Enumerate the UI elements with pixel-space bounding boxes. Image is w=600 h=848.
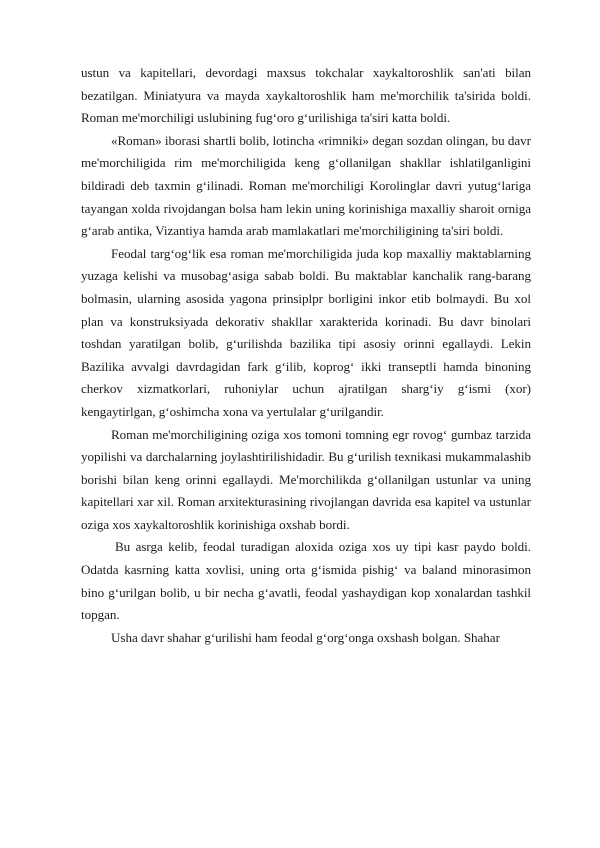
paragraph-1: ustun va kapitellari, devordagi maxsus tokchalar xaykaltoroshlik san'ati bilan bezatilgan. Miniatyura va mayda xaykaltoroshlik ham me'morchilik ta'sirida boldi. Roman me'morchiligi uslubining fug‘oro g‘urilishiga ta'siri katta boldi. bbox=[81, 65, 531, 126]
paragraph-3: Feodal targ‘og‘lik esa roman me'morchiligida juda kop maxalliy maktablarning yuzaga kelishi va musobag‘asiga sabab boldi. Bu maktablar kanchalik rang-barang bolmasin, ularning asosida yagona prinsiplpr borligini inkor etib bolmaydi. Bu xol plan va konstruksiyada dekorativ shakllar xarakterida korinadi. Bu davr binolari toshdan yaratilgan bolib, g‘urilishda bazilika tipi asosiy orinni egallaydi. Lekin Bazilika avvalgi davrdagidan fark g‘ilib, koprog‘ ikki transeptli hamda binoning cherkov xizmatkorlari, ruhoniylar uchun ajratilgan sharg‘iy g‘ismi (xor) kengaytirlgan, g‘oshimcha xona va yertulalar g‘urilgandir. bbox=[81, 245, 531, 419]
paragraph-6: Usha davr shahar g‘urilishi ham feodal g‘org‘onga oxshash bolgan. Shahar bbox=[111, 629, 500, 645]
document-body bbox=[81, 62, 531, 649]
paragraph-4: Roman me'morchiligining oziga xos tomoni tomning egr rovog‘ gumbaz tarzida yopilishi va darchalarning joylashtirilishidadir. Bu g‘urilish texnikasi mukammalashib borishi bilan keng orinni egallaydi. Me'morchilikda g‘ollanilgan ustunlar va uning kapitellari xar xil. Roman arxitekturasining rivojlangan davrida esa kapitel va ustunlar oziga xos xaykaltoroshlik korinishiga oxshab bordi. bbox=[81, 426, 531, 532]
paragraph-5: Bu asrga kelib, feodal turadigan aloxida oziga xos uy tipi kasr paydo boldi. Odatda kasrning katta xovlisi, uning orta g‘ismida pishig‘ va baland minorasimon bino g‘urilgan bolib, u bir necha g‘avatli, feodal yashaydigan kop xonalardan tashkil topgan. bbox=[81, 539, 531, 623]
paragraph-2: «Roman» iborasi shartli bolib, lotincha «rimniki» degan sozdan olingan, bu davr me'morchiligida rim me'morchiligida keng g‘ollanilgan shakllar ishlatilganligini bildiradi deb taxmin g‘ilinadi. Roman me'morchiligi Korolinglar davri yutug‘lariga tayangan xolda rivojdangan bolsa ham lekin uning korinishiga maxalliy sharoit orniga g‘arab antika, Vizantiya hamda arab mamlakatlari me'morchiligining ta'siri boldi. bbox=[81, 132, 531, 239]
